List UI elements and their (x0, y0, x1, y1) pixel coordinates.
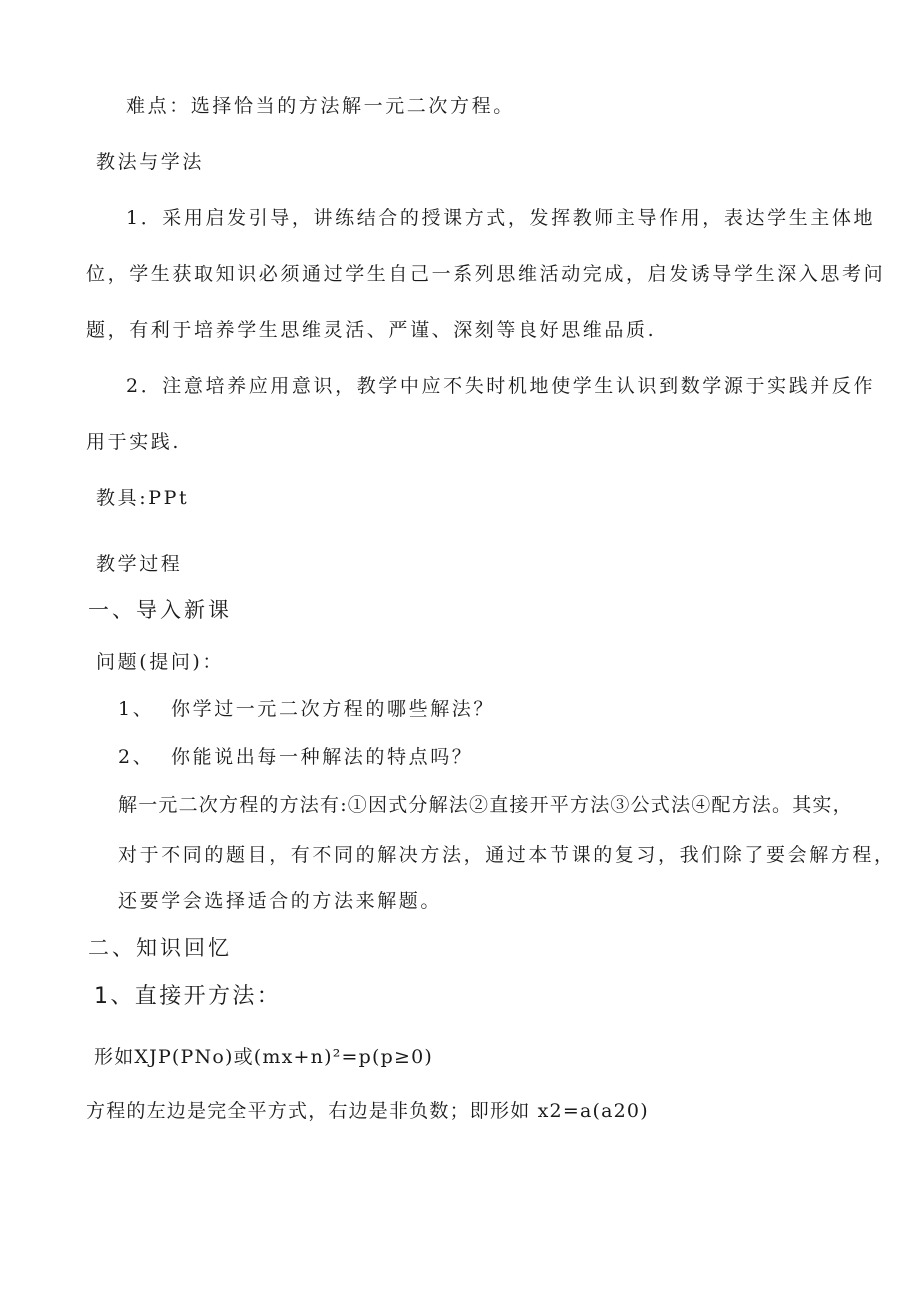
answer-line-2: 对于不同的题目，有不同的解决方法，通过本节课的复习，我们除了要会解方程， (118, 844, 896, 866)
question-1-text: 你学过一元二次方程的哪些解法？ (171, 698, 496, 720)
paragraph-1-line-2: 位，学生获取知识必须通过学生自己一系列思维活动完成，启发诱导学生深入思考问 (86, 263, 886, 285)
process-heading: 教学过程 (96, 553, 183, 575)
item-1-heading: 1、直接开方法： (94, 984, 282, 1009)
methods-heading: 教法与学法 (96, 151, 205, 173)
teaching-tools: 教具:PPt (96, 487, 190, 509)
answer-line-1: 解一元二次方程的方法有:①因式分解法②直接开平方法③公式法④配方法。其实， (118, 794, 853, 816)
paragraph-2-line-2: 用于实践. (86, 431, 182, 453)
paragraph-2-line-1: 2．注意培养应用意识，教学中应不失时机地使学生认识到数学源于实践并反作 (126, 375, 876, 397)
paragraph-1-line-1: 1．采用启发引导，讲练结合的授课方式，发挥教师主导作用，表达学生主体地 (126, 207, 876, 229)
section-2-heading: 二、知识回忆 (88, 936, 232, 960)
answer-line-3: 还要学会选择适合的方法来解题。 (118, 890, 443, 912)
paragraph-1-line-3: 题，有利于培养学生思维灵活、严谨、深刻等良好思维品质. (86, 319, 657, 341)
form-definition: 形如XJP(PNo)或(mx+n)²=p(p≥0) (94, 1046, 434, 1068)
form-explanation: 方程的左边是完全平方式，右边是非负数；即形如 x2=a(a20) (86, 1100, 649, 1122)
question-label: 问题(提问)： (96, 651, 225, 673)
question-2-number: 2、 (118, 746, 155, 768)
difficulty-text: 难点：选择恰当的方法解一元二次方程。 (126, 95, 515, 117)
question-1-number: 1、 (118, 698, 155, 720)
question-2-text: 你能说出每一种解法的特点吗？ (171, 746, 474, 768)
section-1-heading: 一、导入新课 (88, 598, 232, 622)
